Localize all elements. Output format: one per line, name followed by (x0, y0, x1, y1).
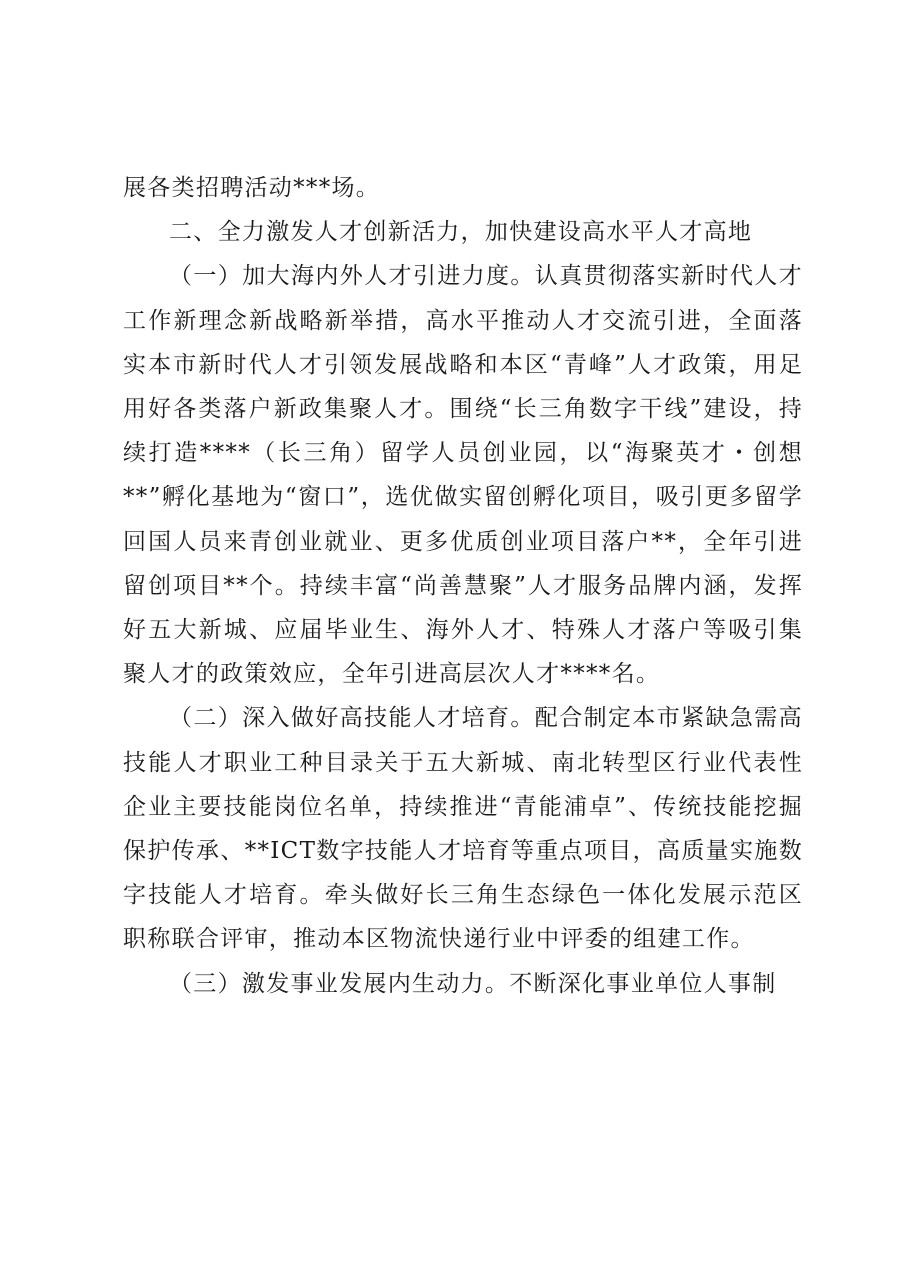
document-body (123, 166, 803, 1006)
section-heading-talent: 二、全力激发人才创新活力，加快建设高水平人才高地 (169, 219, 753, 246)
paragraph-public-institutions: （三）激发事业发展内生动力。不断深化事业单位人事制 (169, 970, 777, 997)
paragraph-skilled-talent: （二）深入做好高技能人才培育。配合制定本市紧缺急需高技能人才职业工种目录关于五大新城、南北转型区行业代表性企业主要技能岗位名单，持续推进“青能浦卓”、传统技能挖掘保护传承、**ICT数字技能人才培育等重点项目，高质量实施数字技能人才培育。牵头做好长三角生态绿色一体化发展示范区职称联合评审，推动本区物流快递行业中评委的组建工作。 (123, 705, 803, 953)
paragraph-talent-introduction: （一）加大海内外人才引进力度。认真贯彻落实新时代人才工作新理念新战略新举措，高水平推动人才交流引进，全面落实本市新时代人才引领发展战略和本区“青峰”人才政策，用足用好各类落户新政集聚人才。围绕“长三角数字干线”建设，持续打造****（长三角）留学人员创业园，以“海聚英才・创想**”孵化基地为“窗口”，选优做实留创孵化项目，吸引更多留学回国人员来青创业就业、更多优质创业项目落户**，全年引进留创项目**个。持续丰富“尚善慧聚”人才服务品牌内涵，发挥好五大新城、应届毕业生、海外人才、特殊人才落户等吸引集聚人才的政策效应，全年引进高层次人才****名。 (123, 263, 803, 688)
paragraph-recruitment-tail: 展各类招聘活动***场。 (123, 175, 381, 201)
